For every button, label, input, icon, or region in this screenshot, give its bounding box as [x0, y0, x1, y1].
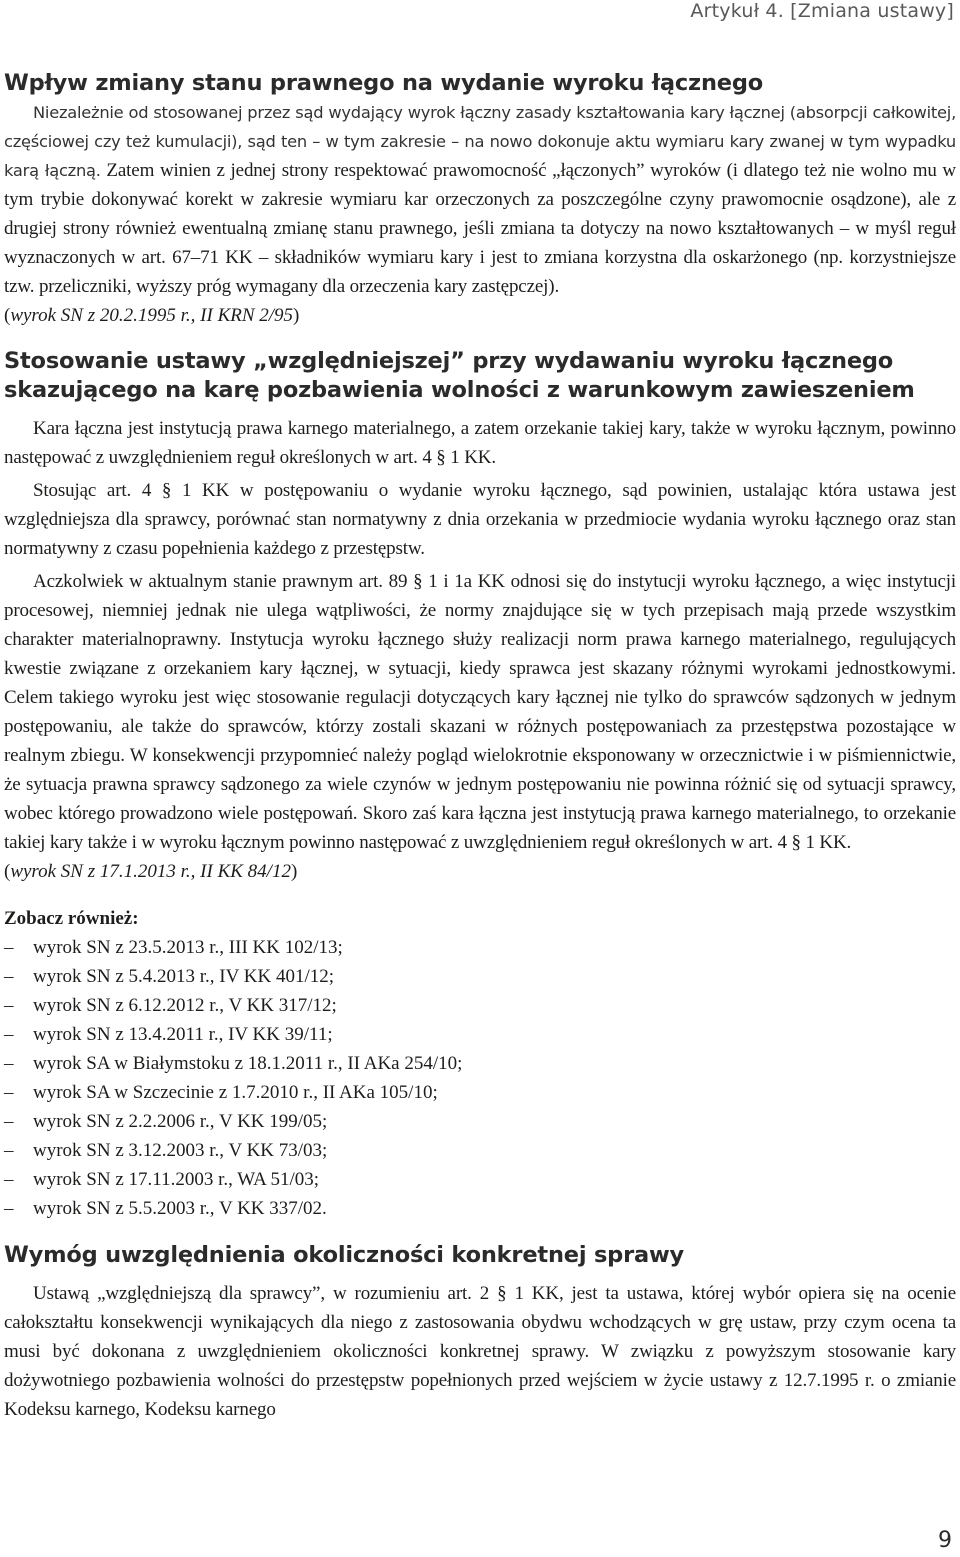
see-also-item-text: wyrok SN z 23.5.2013 r., III KK 102/13;	[33, 937, 343, 958]
list-dash: –	[4, 1198, 14, 1219]
paragraph-sans-run: Niezależnie od stosowanej przez sąd wydający wyrok łączny zasady kształtowania kary łącznej (absorpcji całkowitej, częściowej czy też kumulacji), sąd ten – w tym zakresie – na nowo dokonuje aktu wymiaru kary zwanej w tym wypadku karą łączną.	[4, 103, 956, 180]
see-also-list	[4, 933, 956, 1223]
list-dash: –	[4, 1082, 14, 1103]
paragraph-more-lenient-law-definition: Ustawą „względniejszą dla sprawcy”, w rozumieniu art. 2 § 1 KK, jest ta ustawa, której wybór opiera się na ocenie całokształtu konsekwencji wynikających dla niego z zastosowania obydwu wchodzących w grę ustaw, przy czym ocena ta musi być dokonana z uwzględnieniem okoliczności konkretnej sprawy. W związku z powyższym stosowanie kary dożywotniego pozbawienia wolności do przestępstw popełnionych przed wejściem w życie ustawy z 12.7.1995 r. o zmianie Kodeksu karnego, Kodeksu karnego	[4, 1283, 956, 1420]
see-also-item-text: wyrok SN z 5.4.2013 r., IV KK 401/12;	[33, 966, 335, 987]
see-also-item-text: wyrok SN z 6.12.2012 r., V KK 317/12;	[33, 995, 337, 1016]
list-dash: –	[4, 995, 14, 1016]
citation-text: wyrok SN z 17.1.2013 r., II KK 84/12	[10, 861, 291, 882]
section-heading-impact-of-law-change: Wpływ zmiany stanu prawnego na wydanie wyroku łącznego	[4, 70, 763, 96]
see-also-item-text: wyrok SA w Szczecinie z 1.7.2010 r., II AKa 105/10;	[33, 1082, 438, 1103]
list-dash: –	[4, 1024, 14, 1045]
citation-open-paren: (	[4, 861, 11, 882]
section-heading-specific-case: Wymóg uwzględnienia okoliczności konkretnej sprawy	[4, 1242, 684, 1268]
list-dash: –	[4, 937, 14, 958]
see-also-item-text: wyrok SA w Białymstoku z 18.1.2011 r., II AKa 254/10;	[33, 1053, 463, 1074]
see-also-item-text: wyrok SN z 3.12.2003 r., V KK 73/03;	[33, 1140, 328, 1161]
heading-line-1: Stosowanie ustawy „względniejszej” przy wydawaniu wyroku łącznego	[4, 348, 894, 374]
section-heading-more-lenient-law	[4, 347, 956, 405]
list-dash: –	[4, 1053, 14, 1074]
citation-close-paren: )	[293, 305, 300, 326]
see-also-item-text: wyrok SN z 5.5.2003 r., V KK 337/02.	[33, 1198, 327, 1219]
see-also-label: Zobacz również:	[4, 908, 139, 929]
see-also-item	[4, 962, 956, 991]
see-also-item	[4, 1194, 956, 1223]
list-dash: –	[4, 966, 14, 987]
paragraph-aggregate-sentence-law-change	[4, 98, 956, 301]
paragraph-art-89-material-law: Aczkolwiek w aktualnym stanie prawnym art. 89 § 1 i 1a KK odnosi się do instytucji wyroku łącznego, a więc instytucji procesowej, niemniej jednak nie ulega wątpliwości, że normy znajdujące się w tych przepisach mają przede wszystkim charakter materialnoprawny. Instytucja wyroku łącznego służy realizacji norm prawa karnego materialnego, regulujących kwestie związane z orzekaniem kary łącznej, w sytuacji, kiedy sprawca jest skazany różnymi wyrokami jednostkowymi. Celem takiego wyroku jest więc stosowanie regulacji dotyczących kary łącznej nie tylko do sprawców sądzonych w jednym postępowaniu, ale także do sprawców, którzy zostali skazani w różnych postępowaniach za przestępstwa pozostające w realnym zbiegu. W konsekwencji przypomnieć należy pogląd wielokrotnie eksponowany w orzecznictwie i w piśmiennictwie, że sytuacja prawna sprawcy sądzonego za wiele czynów w jednym postępowaniu nie powinna różnić się od sytuacji sprawcy, wobec którego prowadzono wiele postępowań. Skoro zaś kara łączna jest instytucją prawa karnego materialnego, to orzekanie takiej kary także i w wyroku łącznym powinno następować z uwzględnieniem reguł określonych w art. 4 § 1 KK.	[4, 571, 956, 853]
citation-sn-1995	[4, 301, 956, 330]
list-dash: –	[4, 1140, 14, 1161]
citation-text: wyrok SN z 20.2.1995 r., II KRN 2/95	[10, 305, 294, 326]
see-also-item	[4, 1165, 956, 1194]
paragraph-aggregate-penalty-institution: Kara łączna jest instytucją prawa karnego materialnego, a zatem orzekanie takiej kary, także w wyroku łącznym, powinno następować z uwzględnieniem reguł określonych w art. 4 § 1 KK.	[4, 418, 956, 468]
list-dash: –	[4, 1111, 14, 1132]
see-also-item	[4, 1078, 956, 1107]
see-also-item	[4, 1107, 956, 1136]
see-also-item-text: wyrok SN z 17.11.2003 r., WA 51/03;	[33, 1169, 320, 1190]
citation-sn-2013	[4, 857, 956, 886]
citation-open-paren: (	[4, 305, 11, 326]
running-header: Artykuł 4. [Zmiana ustawy]	[690, 0, 954, 22]
citation-close-paren: )	[290, 861, 298, 882]
heading-line-2: skazującego na karę pozbawienia wolności z warunkowym zawieszeniem	[4, 377, 915, 403]
paragraph-serif-run: Zatem winien z jednej strony respektować prawomocność „łączonych” wyroków (i dlatego też nie wolno mu w tym trybie dokonywać korekt w zakresie wymiaru kar orzeczonych za poszczególne czyny prawomocnie osądzone), ale z drugiej strony również ewentualną zmianę stanu prawnego, jeśli zmiana ta dotyczy na nowo kształtowanych – w myśl reguł wyznaczonych w art. 67–71 KK – składników wymiaru kary i jest to zmiana korzystna dla oskarżonego (np. korzystniejsze tzw. przeliczniki, wyższy próg wymagany dla orzeczenia kary zastępczej).	[4, 160, 956, 297]
see-also-item	[4, 1136, 956, 1165]
see-also-item	[4, 991, 956, 1020]
see-also-item	[4, 933, 956, 962]
paragraph-applying-art-4: Stosując art. 4 § 1 KK w postępowaniu o wydanie wyroku łącznego, sąd powinien, ustalając która ustawa jest względniejsza dla sprawcy, porównać stan normatywny z dnia orzekania w przedmiocie wydania wyroku łącznego oraz stan normatywny z czasu popełnienia każdego z przestępstw.	[4, 480, 956, 559]
see-also-item-text: wyrok SN z 2.2.2006 r., V KK 199/05;	[33, 1111, 328, 1132]
page-content	[4, 69, 956, 1424]
list-dash: –	[4, 1169, 14, 1190]
see-also-item	[4, 1049, 956, 1078]
see-also-item	[4, 1020, 956, 1049]
page-number: 9	[938, 1528, 952, 1553]
see-also-item-text: wyrok SN z 13.4.2011 r., IV KK 39/11;	[33, 1024, 333, 1045]
